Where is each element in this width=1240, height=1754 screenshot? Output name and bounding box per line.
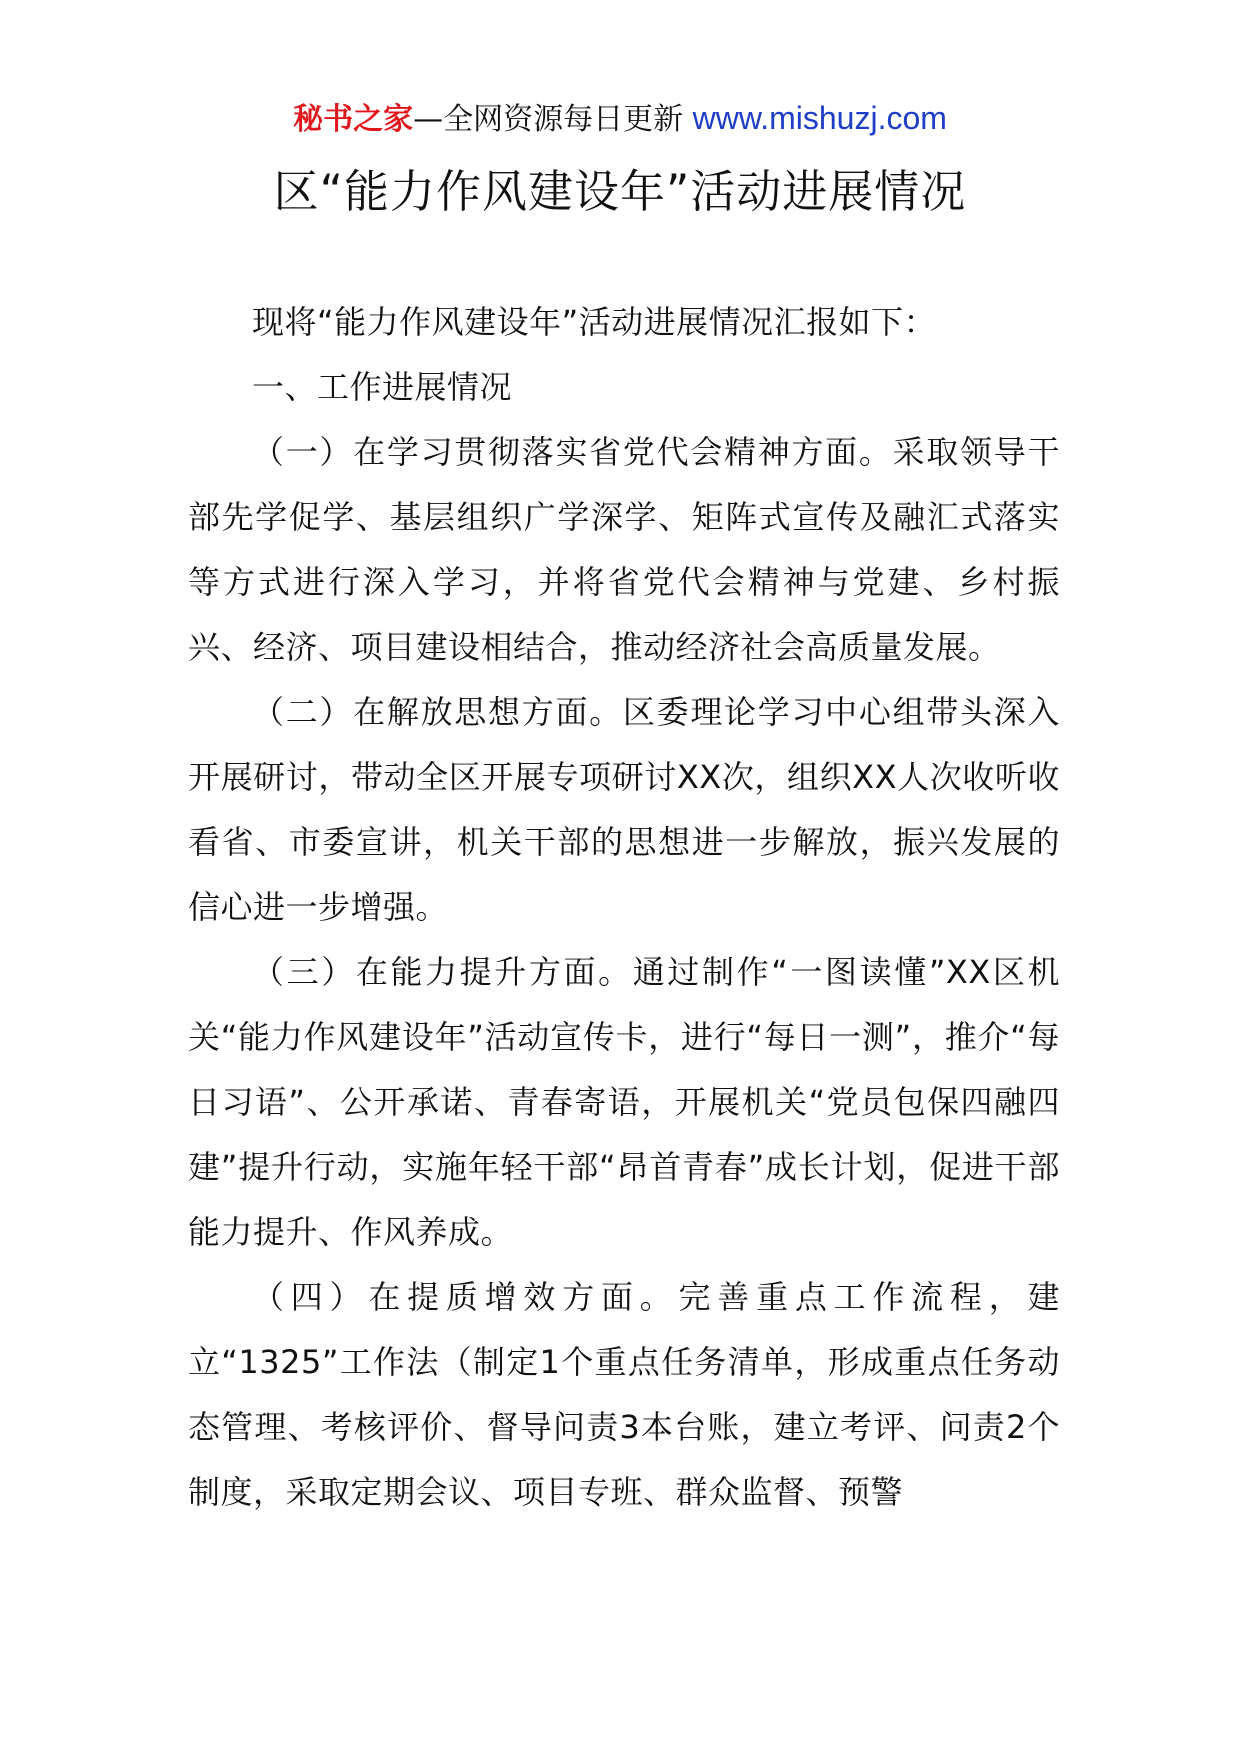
brand-name: 秘书之家 <box>293 102 414 137</box>
section-heading: 一、工作进展情况 <box>252 368 513 406</box>
body-paragraph: （三）在能力提升方面。通过制作“一图读懂”XX区机关“能力作风建设年”活动宣传卡，进行“每日一测”，推介“每日习语”、公开承诺、青春寄语，开展机关“党员包保四融四建”提升行动，实施年轻干部“昂首青春”成长计划，促进干部能力提升、作风养成。 <box>188 953 1060 1251</box>
body-paragraph: （一）在学习贯彻落实省党代会精神方面。采取领导干部先学促学、基层组织广学深学、矩阵式宣传及融汇式落实等方式进行深入学习，并将省党代会精神与党建、乡村振兴、经济、项目建设相结合，推动经济社会高质量发展。 <box>188 433 1060 666</box>
site-url-link[interactable]: www.mishuzj.com <box>692 100 947 136</box>
body-paragraph: （二）在解放思想方面。区委理论学习中心组带头深入开展研讨，带动全区开展专项研讨XX次，组织XX人次收听收看省、市委宣讲，机关干部的思想进一步解放，振兴发展的信心进一步增强。 <box>188 693 1060 926</box>
intro-paragraph: 现将“能力作风建设年”活动进展情况汇报如下： <box>252 303 937 341</box>
document-title: 区“能力作风建设年”活动进展情况 <box>273 165 967 218</box>
site-header <box>0 98 1240 140</box>
document-body <box>188 290 1060 1525</box>
body-paragraph: （四）在提质增效方面。完善重点工作流程，建立“1325”工作法（制定1个重点任务清单，形成重点任务动态管理、考核评价、督导问责3本台账，建立考评、问责2个制度，采取定期会议、项目专班、群众监督、预警 <box>188 1278 1060 1511</box>
header-slogan: —全网资源每日更新 <box>413 102 684 137</box>
